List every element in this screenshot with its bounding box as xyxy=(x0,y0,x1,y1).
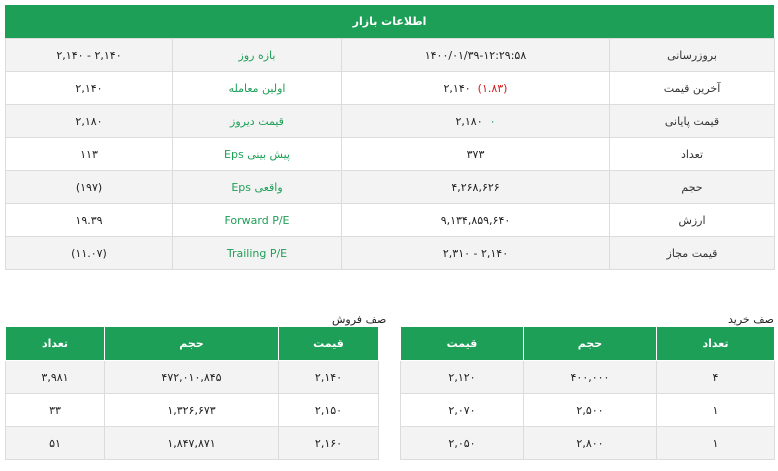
range-label: بازه روز xyxy=(173,39,342,72)
buy-count: ۱ xyxy=(657,427,775,460)
table-row xyxy=(6,361,379,394)
last-price-label: آخرین قیمت xyxy=(610,72,775,105)
buy-queue-table xyxy=(400,326,775,460)
update-label: بروزرسانی xyxy=(610,39,775,72)
sell-count: ۳۳ xyxy=(6,394,105,427)
market-info-header: اطلاعات بازار xyxy=(5,5,774,38)
sell-count: ۵۱ xyxy=(6,427,105,460)
eps-actual-value: (۱۹۷) xyxy=(6,171,173,204)
buy-price: ۲,۰۷۰ xyxy=(401,394,524,427)
last-price-cell xyxy=(342,72,610,105)
sell-volume: ۱,۳۲۶,۶۷۳ xyxy=(105,394,279,427)
buy-volume-header: حجم xyxy=(524,327,657,361)
eps-forecast-value: ۱۱۳ xyxy=(6,138,173,171)
first-trade-value: ۲,۱۴۰ xyxy=(6,72,173,105)
sell-count-header: تعداد xyxy=(6,327,105,361)
sell-price: ۲,۱۵۰ xyxy=(279,394,379,427)
table-row xyxy=(6,394,379,427)
buy-queue-panel xyxy=(400,326,774,460)
volume-label: حجم xyxy=(610,171,775,204)
market-info-table xyxy=(5,38,775,270)
market-row-close-price xyxy=(6,105,775,138)
sell-count: ۳,۹۸۱ xyxy=(6,361,105,394)
trailing-pe-label: Trailing P/E xyxy=(173,237,342,270)
buy-count: ۱ xyxy=(657,394,775,427)
buy-price-header: قیمت xyxy=(401,327,524,361)
allowed-price-value: ۲,۳۱۰ - ۲,۱۴۰ xyxy=(342,237,610,270)
market-info-panel xyxy=(5,5,774,270)
sell-volume: ۴۷۲,۰۱۰,۸۴۵ xyxy=(105,361,279,394)
first-trade-label: اولین معامله xyxy=(173,72,342,105)
sell-price-header: قیمت xyxy=(279,327,379,361)
buy-volume: ۴۰۰,۰۰۰ xyxy=(524,361,657,394)
buy-queue-title: صف خرید xyxy=(728,313,774,326)
value-label: ارزش xyxy=(610,204,775,237)
sell-price: ۲,۱۶۰ xyxy=(279,427,379,460)
forward-pe-label: Forward P/E xyxy=(173,204,342,237)
buy-volume: ۲,۵۰۰ xyxy=(524,394,657,427)
volume-value: ۴,۲۶۸,۶۲۶ xyxy=(342,171,610,204)
market-row-last-price xyxy=(6,72,775,105)
count-label: تعداد xyxy=(610,138,775,171)
close-price-value: ۲,۱۸۰ xyxy=(455,114,483,128)
eps-forecast-label: Eps پیش بینی xyxy=(173,138,342,171)
market-row-count xyxy=(6,138,775,171)
last-price-change: (۱.۸۳) xyxy=(477,81,508,95)
sell-volume: ۱,۸۴۷,۸۷۱ xyxy=(105,427,279,460)
count-value: ۳۷۳ xyxy=(342,138,610,171)
range-value: ۲,۱۴۰ - ۲,۱۴۰ xyxy=(6,39,173,72)
table-row xyxy=(6,427,379,460)
forward-pe-value: ۱۹.۳۹ xyxy=(6,204,173,237)
value-value: ۹,۱۳۴,۸۵۹,۶۴۰ xyxy=(342,204,610,237)
last-price-value: ۲,۱۴۰ xyxy=(443,81,471,95)
sell-price: ۲,۱۴۰ xyxy=(279,361,379,394)
close-price-change: ۰ xyxy=(489,114,496,128)
yesterday-price-label: قیمت دیروز xyxy=(173,105,342,138)
close-price-cell xyxy=(342,105,610,138)
market-row-volume xyxy=(6,171,775,204)
sell-queue-panel xyxy=(5,326,378,460)
sell-queue-title: صف فروش xyxy=(332,313,387,326)
close-price-label: قیمت پایانی xyxy=(610,105,775,138)
sell-queue-table xyxy=(5,326,379,460)
table-row xyxy=(401,361,775,394)
buy-count-header: تعداد xyxy=(657,327,775,361)
buy-price: ۲,۱۲۰ xyxy=(401,361,524,394)
buy-volume: ۲,۸۰۰ xyxy=(524,427,657,460)
market-row-value xyxy=(6,204,775,237)
table-row xyxy=(401,394,775,427)
allowed-price-label: قیمت مجاز xyxy=(610,237,775,270)
yesterday-price-value: ۲,۱۸۰ xyxy=(6,105,173,138)
table-row xyxy=(401,427,775,460)
sell-volume-header: حجم xyxy=(105,327,279,361)
eps-actual-label: Eps واقعی xyxy=(173,171,342,204)
market-row-update xyxy=(6,39,775,72)
market-row-allowed-price xyxy=(6,237,775,270)
buy-price: ۲,۰۵۰ xyxy=(401,427,524,460)
trailing-pe-value: (۱۱.۰۷) xyxy=(6,237,173,270)
update-value: ۱۴۰۰/۰۱/۳۹-۱۲:۲۹:۵۸ xyxy=(342,39,610,72)
buy-count: ۴ xyxy=(657,361,775,394)
